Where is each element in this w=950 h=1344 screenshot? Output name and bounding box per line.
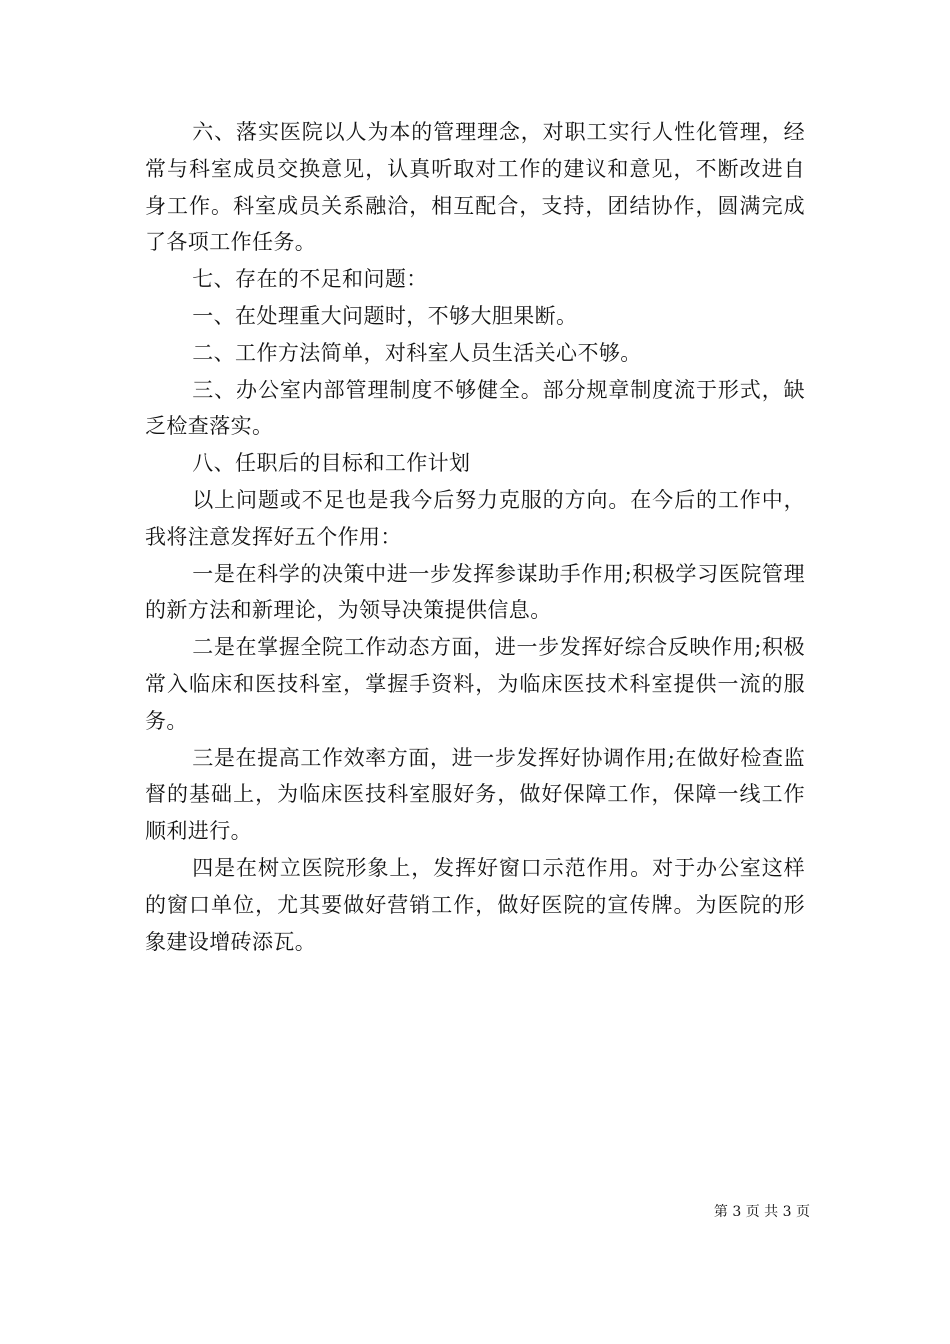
paragraph-section-six: 六、落实医院以人为本的管理理念，对职工实行人性化管理，经常与科室成员交换意见，认真听取对工作的建议和意见，不断改进自身工作。科室成员关系融洽，相互配合，支持，团结协作，圆满完成了各项工作任务。	[145, 120, 805, 255]
paragraph-issue-two: 二、工作方法简单，对科室人员生活关心不够。	[192, 340, 642, 365]
paragraph-plan-four: 四是在树立医院形象上，发挥好窗口示范作用。对于办公室这样的窗口单位，尤其要做好营销工作，做好医院的宣传牌。为医院的形象建设增砖添瓦。	[145, 855, 805, 954]
document-body	[145, 114, 805, 960]
paragraph-section-eight-heading: 八、任职后的目标和工作计划	[192, 451, 471, 476]
paragraph-plan-three: 三是在提高工作效率方面，进一步发挥好协调作用;在做好检查监督的基础上，为临床医技科室服好务，做好保障工作，保障一线工作顺利进行。	[145, 745, 805, 844]
page-number-footer: 第 3 页 共 3 页	[713, 1204, 810, 1220]
paragraph-plan-intro: 以上问题或不足也是我今后努力克服的方向。在今后的工作中，我将注意发挥好五个作用：	[145, 487, 805, 549]
paragraph-plan-two: 二是在掌握全院工作动态方面，进一步发挥好综合反映作用;积极常入临床和医技科室，掌握手资料，为临床医技术科室提供一流的服务。	[145, 635, 805, 733]
paragraph-issue-one: 一、在处理重大问题时，不够大胆果断。	[192, 303, 578, 328]
paragraph-issue-three: 三、办公室内部管理制度不够健全。部分规章制度流于形式，缺乏检查落实。	[145, 377, 805, 439]
paragraph-section-seven-heading: 七、存在的不足和问题：	[192, 267, 428, 292]
paragraph-plan-one: 一是在科学的决策中进一步发挥参谋助手作用;积极学习医院管理的新方法和新理论，为领导决策提供信息。	[145, 561, 805, 623]
